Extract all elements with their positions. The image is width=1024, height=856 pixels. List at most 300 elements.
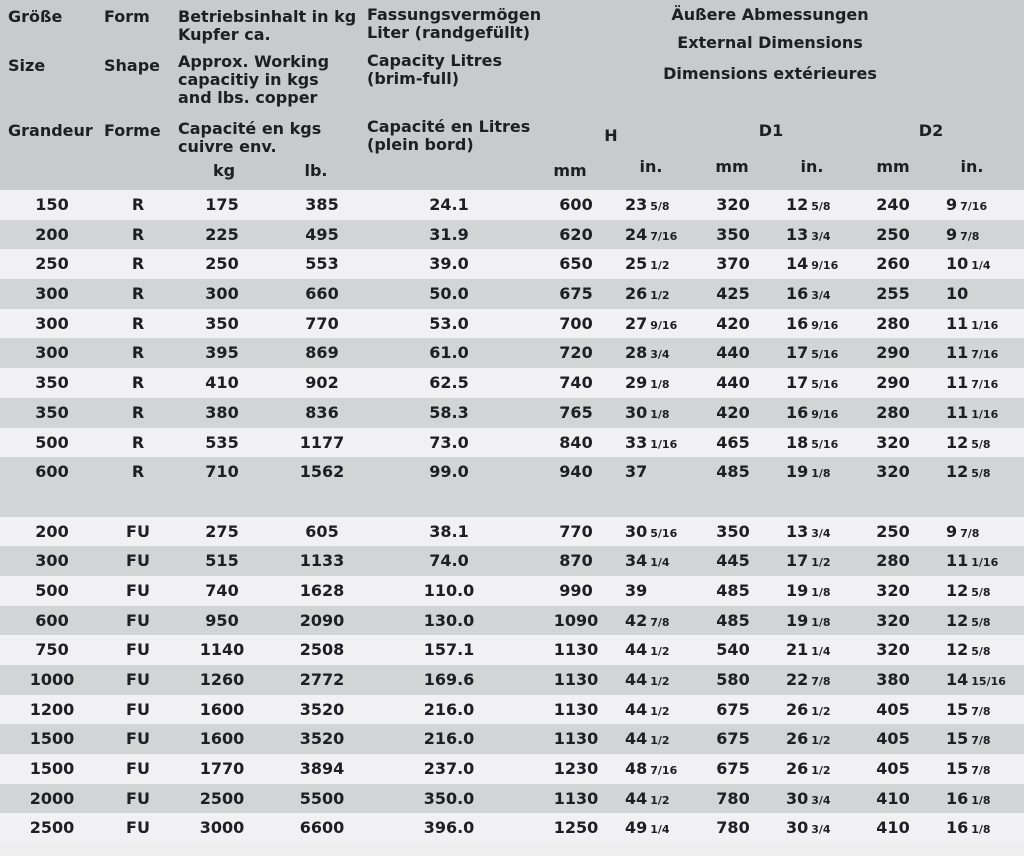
cell-lb: 605 xyxy=(305,521,339,541)
cell-litres: 130.0 xyxy=(423,610,475,630)
cell-size: 500 xyxy=(35,580,69,600)
cell-h-in-fraction: 3/4 xyxy=(650,348,670,362)
cell-d1-in-fraction: 5/16 xyxy=(811,378,839,392)
cell-d2-mm: 280 xyxy=(876,313,910,333)
header-d1-mm: mm xyxy=(715,157,749,176)
cell-size: 1500 xyxy=(29,759,75,779)
cell-h-in xyxy=(625,309,677,339)
cell-d1-in xyxy=(786,546,831,576)
cell-d2-in-fraction: 5/8 xyxy=(971,585,991,599)
cell-lb: 869 xyxy=(305,343,339,363)
cell-lb: 3894 xyxy=(299,759,345,779)
cell-d1-mm: 540 xyxy=(716,640,750,660)
cell-d1-in-fraction: 5/16 xyxy=(811,437,839,451)
cell-d2-mm: 250 xyxy=(876,224,910,244)
cell-h-in-whole: 44 xyxy=(625,699,648,719)
cell-d1-in-whole: 30 xyxy=(786,788,809,808)
cell-d1-in xyxy=(786,368,838,398)
cell-d1-in-whole: 19 xyxy=(786,580,809,600)
cell-d2-mm: 405 xyxy=(876,699,910,719)
cell-h-in-fraction: 1/4 xyxy=(650,556,670,570)
cell-h-in-fraction: 1/2 xyxy=(650,793,670,807)
cell-h-in xyxy=(625,338,670,368)
cell-h-in-fraction: 5/16 xyxy=(650,526,678,540)
cell-d2-in xyxy=(946,695,991,725)
cell-d1-in-whole: 18 xyxy=(786,432,809,452)
cell-kg: 740 xyxy=(205,580,239,600)
cell-shape: R xyxy=(131,373,145,393)
cell-h-in-fraction: 1/8 xyxy=(650,407,670,421)
cell-lb: 5500 xyxy=(299,788,345,808)
header-dims-de: Äußere Abmessungen xyxy=(671,5,869,24)
cell-d2-in-fraction: 15/16 xyxy=(971,675,1006,688)
cell-h-in-fraction: 7/8 xyxy=(650,615,670,629)
cell-lb: 770 xyxy=(305,313,339,333)
cell-lb: 1562 xyxy=(299,462,345,482)
cell-d1-in-fraction: 7/8 xyxy=(811,675,831,688)
header-shape-de: Form xyxy=(104,7,150,26)
cell-h-mm: 600 xyxy=(559,195,593,214)
cell-d1-in xyxy=(786,220,831,250)
cell-shape: R xyxy=(131,402,145,422)
cell-lb: 6600 xyxy=(299,818,345,838)
cell-kg: 175 xyxy=(205,195,239,214)
cell-d2-mm: 410 xyxy=(876,818,910,838)
cell-d1-in-fraction: 9/16 xyxy=(811,407,839,421)
cell-d1-in xyxy=(786,338,838,368)
cell-kg: 380 xyxy=(205,402,239,422)
cell-lb: 2508 xyxy=(299,640,345,660)
cell-shape: FU xyxy=(126,670,150,689)
cell-shape: FU xyxy=(126,610,150,630)
table-body xyxy=(0,190,1024,843)
cell-size: 200 xyxy=(35,224,69,244)
cell-d1-in-whole: 26 xyxy=(786,729,809,749)
cell-kg: 395 xyxy=(205,343,239,363)
cell-litres: 31.9 xyxy=(429,224,469,244)
cell-kg: 410 xyxy=(205,373,239,393)
header-dims-fr: Dimensions extérieures xyxy=(663,64,877,83)
cell-d1-in-whole: 17 xyxy=(786,373,809,393)
cell-d2-in xyxy=(946,457,991,487)
cell-lb: 3520 xyxy=(299,699,345,719)
cell-litres: 53.0 xyxy=(429,313,469,333)
cell-h-in-fraction: 1/2 xyxy=(650,675,670,688)
cell-h-in xyxy=(625,546,670,576)
header-h: H xyxy=(604,126,618,145)
cell-d2-in-whole: 16 xyxy=(946,788,969,808)
cell-d1-in-fraction: 1/4 xyxy=(811,645,831,659)
cell-lb: 1177 xyxy=(299,432,345,452)
table-row xyxy=(0,279,1024,309)
cell-d2-in-fraction: 7/8 xyxy=(960,526,980,540)
cell-lb: 385 xyxy=(305,195,339,214)
cell-h-in xyxy=(625,249,670,279)
cell-h-in-fraction: 7/16 xyxy=(650,764,678,778)
header-working-de: Betriebsinhalt in kg Kupfer ca. xyxy=(178,7,357,44)
cell-d1-in-whole: 14 xyxy=(786,254,809,274)
cell-d2-in-fraction: 7/16 xyxy=(971,348,999,362)
header-h-in: in. xyxy=(639,157,663,176)
cell-litres: 38.1 xyxy=(429,521,469,541)
cell-shape: FU xyxy=(126,521,150,541)
table-row xyxy=(0,190,1024,220)
cell-d1-in-whole: 17 xyxy=(786,551,809,571)
cell-d2-in-fraction: 1/8 xyxy=(971,793,991,807)
cell-h-mm: 990 xyxy=(559,580,593,600)
cell-d1-in-whole: 13 xyxy=(786,224,809,244)
cell-shape: FU xyxy=(126,759,150,779)
cell-h-in-whole: 39 xyxy=(625,580,648,600)
cell-shape: FU xyxy=(126,729,150,749)
cell-d1-in xyxy=(786,428,838,458)
cell-h-mm: 870 xyxy=(559,551,593,571)
cell-d2-in-whole: 10 xyxy=(946,254,969,274)
cell-d1-mm: 350 xyxy=(716,521,750,541)
cell-shape: FU xyxy=(126,551,150,571)
cell-h-in-fraction: 1/2 xyxy=(650,734,670,748)
cell-d1-in-fraction: 1/2 xyxy=(811,764,831,778)
cell-d2-in-fraction: 5/8 xyxy=(971,437,991,451)
cell-d2-mm: 280 xyxy=(876,551,910,571)
cell-size: 1500 xyxy=(29,729,75,749)
cell-kg: 225 xyxy=(205,224,239,244)
cell-d2-mm: 320 xyxy=(876,462,910,482)
cell-d1-in xyxy=(786,457,831,487)
cell-d2-in-whole: 11 xyxy=(946,373,969,393)
header-d2-in: in. xyxy=(960,157,984,176)
cell-h-in-whole: 33 xyxy=(625,432,648,452)
cell-shape: FU xyxy=(126,699,150,719)
cell-d2-mm: 320 xyxy=(876,640,910,660)
cell-kg: 275 xyxy=(205,521,239,541)
header-working-en: Approx. Working capacitiy in kgs and lbs. copper xyxy=(178,52,330,107)
cell-d2-mm: 405 xyxy=(876,759,910,779)
cell-d2-in xyxy=(946,784,991,814)
cell-h-in-whole: 44 xyxy=(625,788,648,808)
cell-d1-in-whole: 17 xyxy=(786,343,809,363)
cell-d2-in-fraction: 7/8 xyxy=(971,734,991,748)
cell-h-in-whole: 23 xyxy=(625,195,648,214)
cell-d1-in-fraction: 3/4 xyxy=(811,793,831,807)
cell-h-in-fraction: 7/16 xyxy=(650,229,678,243)
cell-d2-in-whole: 11 xyxy=(946,313,969,333)
cell-d2-in-fraction: 1/4 xyxy=(971,259,991,273)
cell-litres: 216.0 xyxy=(423,729,475,749)
cell-litres: 169.6 xyxy=(423,670,475,689)
cell-d2-in xyxy=(946,190,987,220)
cell-d1-in-whole: 13 xyxy=(786,521,809,541)
cell-d1-mm: 485 xyxy=(716,610,750,630)
cell-h-in-whole: 48 xyxy=(625,759,648,779)
cell-d2-mm: 380 xyxy=(876,670,910,689)
cell-d2-in-fraction: 7/16 xyxy=(960,200,988,213)
header-capacity-fr: Capacité en Litres (plein bord) xyxy=(367,117,531,154)
cell-lb: 836 xyxy=(305,402,339,422)
cell-litres: 24.1 xyxy=(429,195,469,214)
cell-d1-mm: 675 xyxy=(716,729,750,749)
cell-shape: FU xyxy=(126,788,150,808)
table-row xyxy=(0,517,1024,547)
cell-shape: R xyxy=(131,462,145,482)
cell-h-in-whole: 44 xyxy=(625,670,648,689)
cell-d2-mm: 320 xyxy=(876,610,910,630)
cell-d1-in xyxy=(786,813,831,843)
table-row xyxy=(0,398,1024,428)
cell-d1-in xyxy=(786,576,831,606)
table-row xyxy=(0,754,1024,784)
cell-size: 300 xyxy=(35,284,69,304)
header-shape-en: Shape xyxy=(104,56,161,75)
cell-d2-mm: 280 xyxy=(876,402,910,422)
cell-d1-mm: 675 xyxy=(716,699,750,719)
cell-d1-in-fraction: 5/8 xyxy=(811,200,831,213)
cell-d1-in-fraction: 3/4 xyxy=(811,289,831,303)
cell-h-mm: 620 xyxy=(559,224,593,244)
cell-d2-in-whole: 15 xyxy=(946,759,969,779)
cell-lb: 1133 xyxy=(299,551,345,571)
cell-lb: 2090 xyxy=(299,610,345,630)
cell-h-mm: 1090 xyxy=(553,610,599,630)
cell-d2-in-whole: 11 xyxy=(946,551,969,571)
cell-h-mm: 1130 xyxy=(553,788,599,808)
cell-litres: 396.0 xyxy=(423,818,475,838)
cell-h-in-whole: 30 xyxy=(625,402,648,422)
cell-d2-in xyxy=(946,517,979,547)
cell-d1-in-whole: 16 xyxy=(786,284,809,304)
cell-size: 2500 xyxy=(29,818,75,838)
cell-h-in-whole: 44 xyxy=(625,729,648,749)
cell-h-in-whole: 25 xyxy=(625,254,648,274)
header-shape-fr: Forme xyxy=(104,121,161,140)
cell-litres: 39.0 xyxy=(429,254,469,274)
cell-kg: 950 xyxy=(205,610,239,630)
cell-d1-in-whole: 19 xyxy=(786,462,809,482)
cell-h-mm: 740 xyxy=(559,373,593,393)
cell-h-in xyxy=(625,665,670,695)
table-row xyxy=(0,724,1024,754)
cell-shape: R xyxy=(131,432,145,452)
cell-d2-in-whole: 15 xyxy=(946,729,969,749)
cell-d1-in-fraction: 1/2 xyxy=(811,734,831,748)
cell-h-in-fraction: 9/16 xyxy=(650,318,678,332)
header-capacity-de: Fassungsvermögen Liter (randgefüllt) xyxy=(367,5,542,42)
cell-d1-in xyxy=(786,309,838,339)
cell-d2-in-whole: 11 xyxy=(946,343,969,363)
cell-d2-in-fraction: 7/8 xyxy=(971,704,991,718)
cell-d1-in-fraction: 1/2 xyxy=(811,704,831,718)
cell-h-in xyxy=(625,428,677,458)
cell-h-in-fraction: 5/8 xyxy=(650,200,670,213)
cell-shape: R xyxy=(131,313,145,333)
cell-kg: 300 xyxy=(205,284,239,304)
cell-litres: 58.3 xyxy=(429,402,469,422)
cell-litres: 73.0 xyxy=(429,432,469,452)
cell-lb: 1628 xyxy=(299,580,345,600)
cell-size: 300 xyxy=(35,313,69,333)
cell-d1-in-whole: 16 xyxy=(786,313,809,333)
cell-litres: 50.0 xyxy=(429,284,469,304)
header-size-fr: Grandeur xyxy=(8,121,93,140)
cell-size: 600 xyxy=(35,462,69,482)
cell-d2-in-fraction: 7/16 xyxy=(971,378,999,392)
cell-h-mm: 1130 xyxy=(553,729,599,749)
cell-h-in-whole: 44 xyxy=(625,640,648,660)
cell-d2-mm: 250 xyxy=(876,521,910,541)
cell-shape: R xyxy=(131,284,145,304)
cell-d2-in-fraction: 5/8 xyxy=(971,467,991,481)
cell-kg: 2500 xyxy=(199,788,245,808)
table-row xyxy=(0,457,1024,487)
cell-d1-mm: 370 xyxy=(716,254,750,274)
cell-size: 150 xyxy=(35,195,69,214)
cell-d2-in xyxy=(946,428,991,458)
table-row xyxy=(0,635,1024,665)
table-row xyxy=(0,695,1024,725)
header-d2-mm: mm xyxy=(876,157,910,176)
cell-h-in-whole: 28 xyxy=(625,343,648,363)
cell-h-in-fraction: 1/2 xyxy=(650,704,670,718)
cell-kg: 1600 xyxy=(199,729,245,749)
table-row xyxy=(0,546,1024,576)
cell-shape: R xyxy=(131,224,145,244)
cell-litres: 99.0 xyxy=(429,462,469,482)
cell-h-mm: 720 xyxy=(559,343,593,363)
cell-d1-in xyxy=(786,665,831,695)
cell-d1-mm: 485 xyxy=(716,462,750,482)
cell-d1-mm: 420 xyxy=(716,402,750,422)
cell-h-mm: 770 xyxy=(559,521,593,541)
cell-d2-in-whole: 12 xyxy=(946,580,969,600)
header-d1-in: in. xyxy=(800,157,824,176)
cell-d1-mm: 465 xyxy=(716,432,750,452)
cell-d1-in xyxy=(786,724,831,754)
cell-size: 350 xyxy=(35,402,69,422)
cell-d1-mm: 485 xyxy=(716,580,750,600)
cell-d2-mm: 260 xyxy=(876,254,910,274)
cell-h-in xyxy=(625,813,670,843)
cell-h-mm: 1130 xyxy=(553,670,599,689)
cell-h-in-whole: 49 xyxy=(625,818,648,838)
cell-shape: R xyxy=(131,343,145,363)
cell-d2-mm: 320 xyxy=(876,432,910,452)
cell-size: 250 xyxy=(35,254,69,274)
cell-lb: 553 xyxy=(305,254,339,274)
cell-d1-in xyxy=(786,398,838,428)
cell-size: 1200 xyxy=(29,699,75,719)
cell-h-in-fraction: 1/2 xyxy=(650,289,670,303)
header-working-fr: Capacité en kgs cuivre env. xyxy=(178,119,322,156)
header-capacity-en: Capacity Litres (brim-full) xyxy=(367,51,502,88)
cell-h-in xyxy=(625,279,670,309)
cell-d2-in-fraction: 1/16 xyxy=(971,318,999,332)
cell-d2-mm: 410 xyxy=(876,788,910,808)
cell-h-in xyxy=(625,576,647,606)
cell-d2-mm: 405 xyxy=(876,729,910,749)
cell-d2-in xyxy=(946,546,998,576)
cell-d2-in xyxy=(946,398,998,428)
cell-h-in xyxy=(625,457,647,487)
cell-d2-in-whole: 12 xyxy=(946,432,969,452)
cell-d1-mm: 580 xyxy=(716,670,750,689)
table-row xyxy=(0,606,1024,636)
header-h-mm: mm xyxy=(553,161,587,180)
cell-d1-in-whole: 12 xyxy=(786,195,809,214)
cell-size: 750 xyxy=(35,640,69,660)
cell-d2-in-fraction: 7/8 xyxy=(960,229,980,243)
cell-d1-mm: 675 xyxy=(716,759,750,779)
cell-h-in xyxy=(625,190,670,220)
header-unit-lb: lb. xyxy=(304,161,328,180)
cell-d2-in-whole: 9 xyxy=(946,521,958,541)
cell-d1-in xyxy=(786,606,831,636)
cell-d2-in-fraction: 7/8 xyxy=(971,764,991,778)
cell-d1-in-whole: 22 xyxy=(786,670,809,689)
cell-size: 200 xyxy=(35,521,69,541)
table-separator-row xyxy=(0,487,1024,517)
cell-d2-in xyxy=(946,368,998,398)
table-row xyxy=(0,813,1024,843)
cell-kg: 1140 xyxy=(199,640,245,660)
cell-h-in xyxy=(625,754,677,784)
cell-h-in xyxy=(625,635,670,665)
cell-d1-mm: 350 xyxy=(716,224,750,244)
cell-d2-in xyxy=(946,754,991,784)
cell-d2-mm: 290 xyxy=(876,343,910,363)
cell-d2-in-fraction: 5/8 xyxy=(971,645,991,659)
cell-d2-in-whole: 16 xyxy=(946,818,969,838)
header-dims-en: External Dimensions xyxy=(677,33,863,52)
table-row xyxy=(0,576,1024,606)
cell-d1-in xyxy=(786,635,831,665)
cell-d1-in-fraction: 3/4 xyxy=(811,823,831,837)
cell-shape: FU xyxy=(126,818,150,838)
cell-d2-in xyxy=(946,279,968,309)
cell-d1-in-fraction: 1/8 xyxy=(811,467,831,481)
cell-d1-in xyxy=(786,754,831,784)
cell-litres: 157.1 xyxy=(423,640,475,660)
cell-d2-in xyxy=(946,220,979,250)
cell-kg: 1770 xyxy=(199,759,245,779)
cell-h-in-whole: 27 xyxy=(625,313,648,333)
cell-size: 350 xyxy=(35,373,69,393)
cell-kg: 515 xyxy=(205,551,239,571)
cell-h-mm: 675 xyxy=(559,284,593,304)
cell-d1-mm: 420 xyxy=(716,313,750,333)
cell-h-in-fraction: 1/16 xyxy=(650,437,678,451)
cell-d1-mm: 425 xyxy=(716,284,750,304)
cell-h-mm: 1250 xyxy=(553,818,599,838)
header-size-en: Size xyxy=(8,56,46,75)
cell-d1-in xyxy=(786,784,831,814)
cell-d1-in-fraction: 1/8 xyxy=(811,585,831,599)
cell-lb: 902 xyxy=(305,373,339,393)
cell-d2-in-whole: 11 xyxy=(946,402,969,422)
cell-h-in xyxy=(625,220,677,250)
cell-size: 300 xyxy=(35,343,69,363)
cell-h-in xyxy=(625,368,670,398)
cell-d2-mm: 240 xyxy=(876,195,910,214)
cell-d2-in-fraction: 5/8 xyxy=(971,615,991,629)
cell-h-in-fraction: 1/8 xyxy=(650,378,670,392)
table-row xyxy=(0,665,1024,695)
cell-shape: FU xyxy=(126,580,150,600)
cell-d1-in-fraction: 9/16 xyxy=(811,318,839,332)
cell-d2-in-fraction: 1/16 xyxy=(971,407,999,421)
cell-d2-in xyxy=(946,576,991,606)
cell-d2-in-whole: 15 xyxy=(946,699,969,719)
cell-h-in xyxy=(625,784,670,814)
